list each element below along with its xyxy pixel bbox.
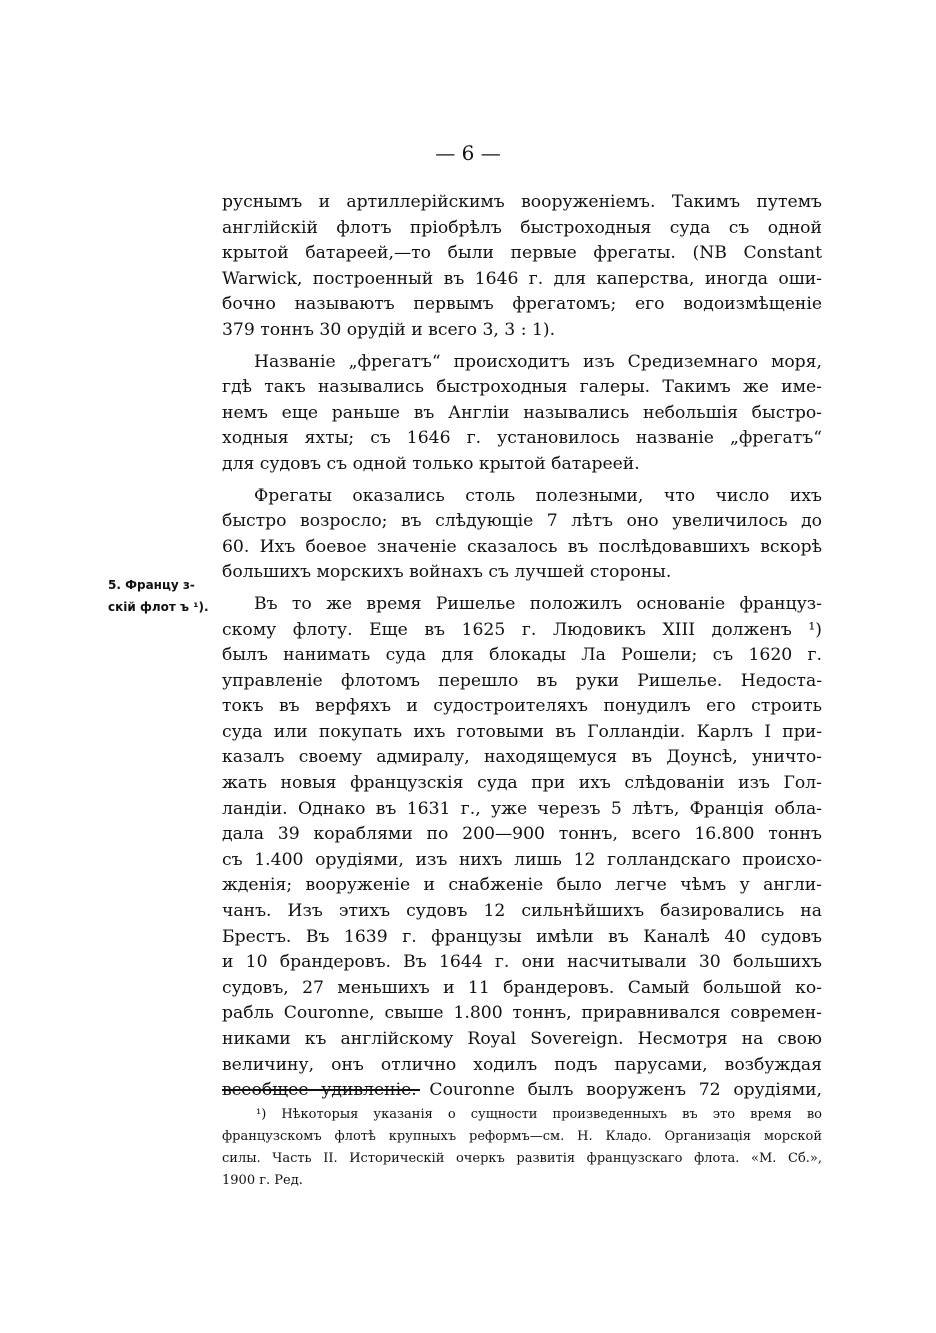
body-line: никами къ англійскому Royal Sovereign. Несмотря на свою [222, 1029, 822, 1049]
body-line: Брестъ. Въ 1639 г. французы имѣли въ Каналѣ 40 судовъ [222, 926, 822, 947]
body-line: суда или покупать ихъ готовыми въ Голландіи. Карлъ I при- [222, 721, 822, 742]
body-line: руснымъ и артиллерійскимъ вооруженіемъ. Такимъ путемъ [222, 192, 822, 212]
body-line: Warwick, построенный въ 1646 г. для каперства, иногда оши- [222, 268, 822, 289]
body-line: Въ то же время Ришелье положилъ основаніе француз- [254, 593, 822, 614]
body-line: быстро возросло; въ слѣдующіе 7 лѣтъ оно увеличилось до [222, 511, 822, 532]
body-line: ходныя яхты; съ 1646 г. установилось названіе „фрегатъ“ [222, 428, 822, 449]
footnote [222, 1104, 822, 1192]
body-line: 60. Ихъ боевое значеніе сказалось въ послѣдовавшихъ вскорѣ [222, 536, 822, 557]
side-heading-line: скій флот ъ ¹). [108, 600, 209, 614]
body-line: жать новыя французскія суда при ихъ слѣдованіи изъ Гол- [222, 773, 822, 794]
body-line: былъ нанимать суда для блокады Ла Рошели; съ 1620 г. [222, 645, 822, 666]
body-line: англійскій флотъ пріобрѣлъ быстроходныя суда съ одной [222, 217, 822, 238]
footnote-line: 1900 г. Ред. [222, 1173, 303, 1188]
footnote-line: французскомъ флотѣ крупныхъ реформъ—см. Н. Кладо. Организація морской [222, 1129, 822, 1144]
body-line: управленіе флотомъ перешло въ руки Ришелье. Недоста- [222, 670, 822, 691]
body-line: чанъ. Изъ этихъ судовъ 12 сильнѣйшихъ базировались на [222, 901, 822, 922]
body-line: величину, онъ отлично ходилъ подъ парусами, возбуждая [222, 1054, 822, 1075]
page-number: — 6 — [435, 141, 501, 165]
side-heading [108, 574, 222, 618]
body-line: съ 1.400 орудіями, изъ нихъ лишь 12 голландскаго происхо- [222, 849, 822, 870]
body-line: судовъ, 27 меньшихъ и 11 брандеровъ. Самый большой ко- [222, 977, 822, 998]
footnote-line: силы. Часть II. Историческій очеркъ развитія французскаго флота. «М. Сб.», [222, 1151, 822, 1166]
body-line: скому флоту. Еще въ 1625 г. Людовикъ XIII долженъ ¹) [222, 619, 822, 640]
body-line: Фрегаты оказались столь полезными, что число ихъ [254, 485, 822, 506]
body-line: и 10 брандеровъ. Въ 1644 г. они насчитывали 30 большихъ [222, 952, 822, 973]
body-line: для судовъ съ одной только крытой батареей. [222, 453, 640, 474]
body-line: большихъ морскихъ войнахъ съ лучшей стороны. [222, 562, 672, 583]
body-line: дала 39 кораблями по 200—900 тоннъ, всего 16.800 тоннъ [222, 824, 822, 845]
body-line: 379 тоннъ 30 орудій и всего 3, 3 : 1). [222, 319, 556, 340]
body-line: токъ въ верфяхъ и судостроителяхъ понудилъ его строить [222, 696, 822, 717]
body-line: бочно называютъ первымъ фрегатомъ; его водоизмѣщеніе [222, 294, 822, 315]
body-line: немъ еще раньше въ Англіи назывались небольшія быстро- [222, 402, 822, 423]
body-line: Названіе „фрегатъ“ происходитъ изъ Средиземнаго моря, [254, 351, 822, 372]
body-line: рабль Couronne, свыше 1.800 тоннъ, приравнивался современ- [222, 1003, 822, 1024]
footnote-divider [222, 1089, 420, 1091]
body-line: жденія; вооруженіе и снабженіе было легче чѣмъ у англи- [222, 875, 822, 896]
body-line: казалъ своему адмиралу, находящемуся въ Доунсѣ, уничто- [222, 747, 822, 768]
body-text [222, 190, 822, 1104]
body-line: гдѣ такъ назывались быстроходныя галеры. Такимъ же име- [222, 377, 822, 398]
body-line: ландіи. Однако въ 1631 г., уже черезъ 5 лѣтъ, Франція обла- [222, 798, 822, 819]
body-line: крытой батареей,—то были первые фрегаты. (NB Constant [222, 243, 822, 264]
body-line: всеобщее удивленіе. Couronne былъ вооруженъ 72 орудіями, [222, 1080, 822, 1101]
footnote-line: ¹) Нѣкоторыя указанія о сущности произведенныхъ въ это время во [256, 1107, 822, 1122]
side-heading-line: 5. Францу з- [108, 578, 195, 592]
